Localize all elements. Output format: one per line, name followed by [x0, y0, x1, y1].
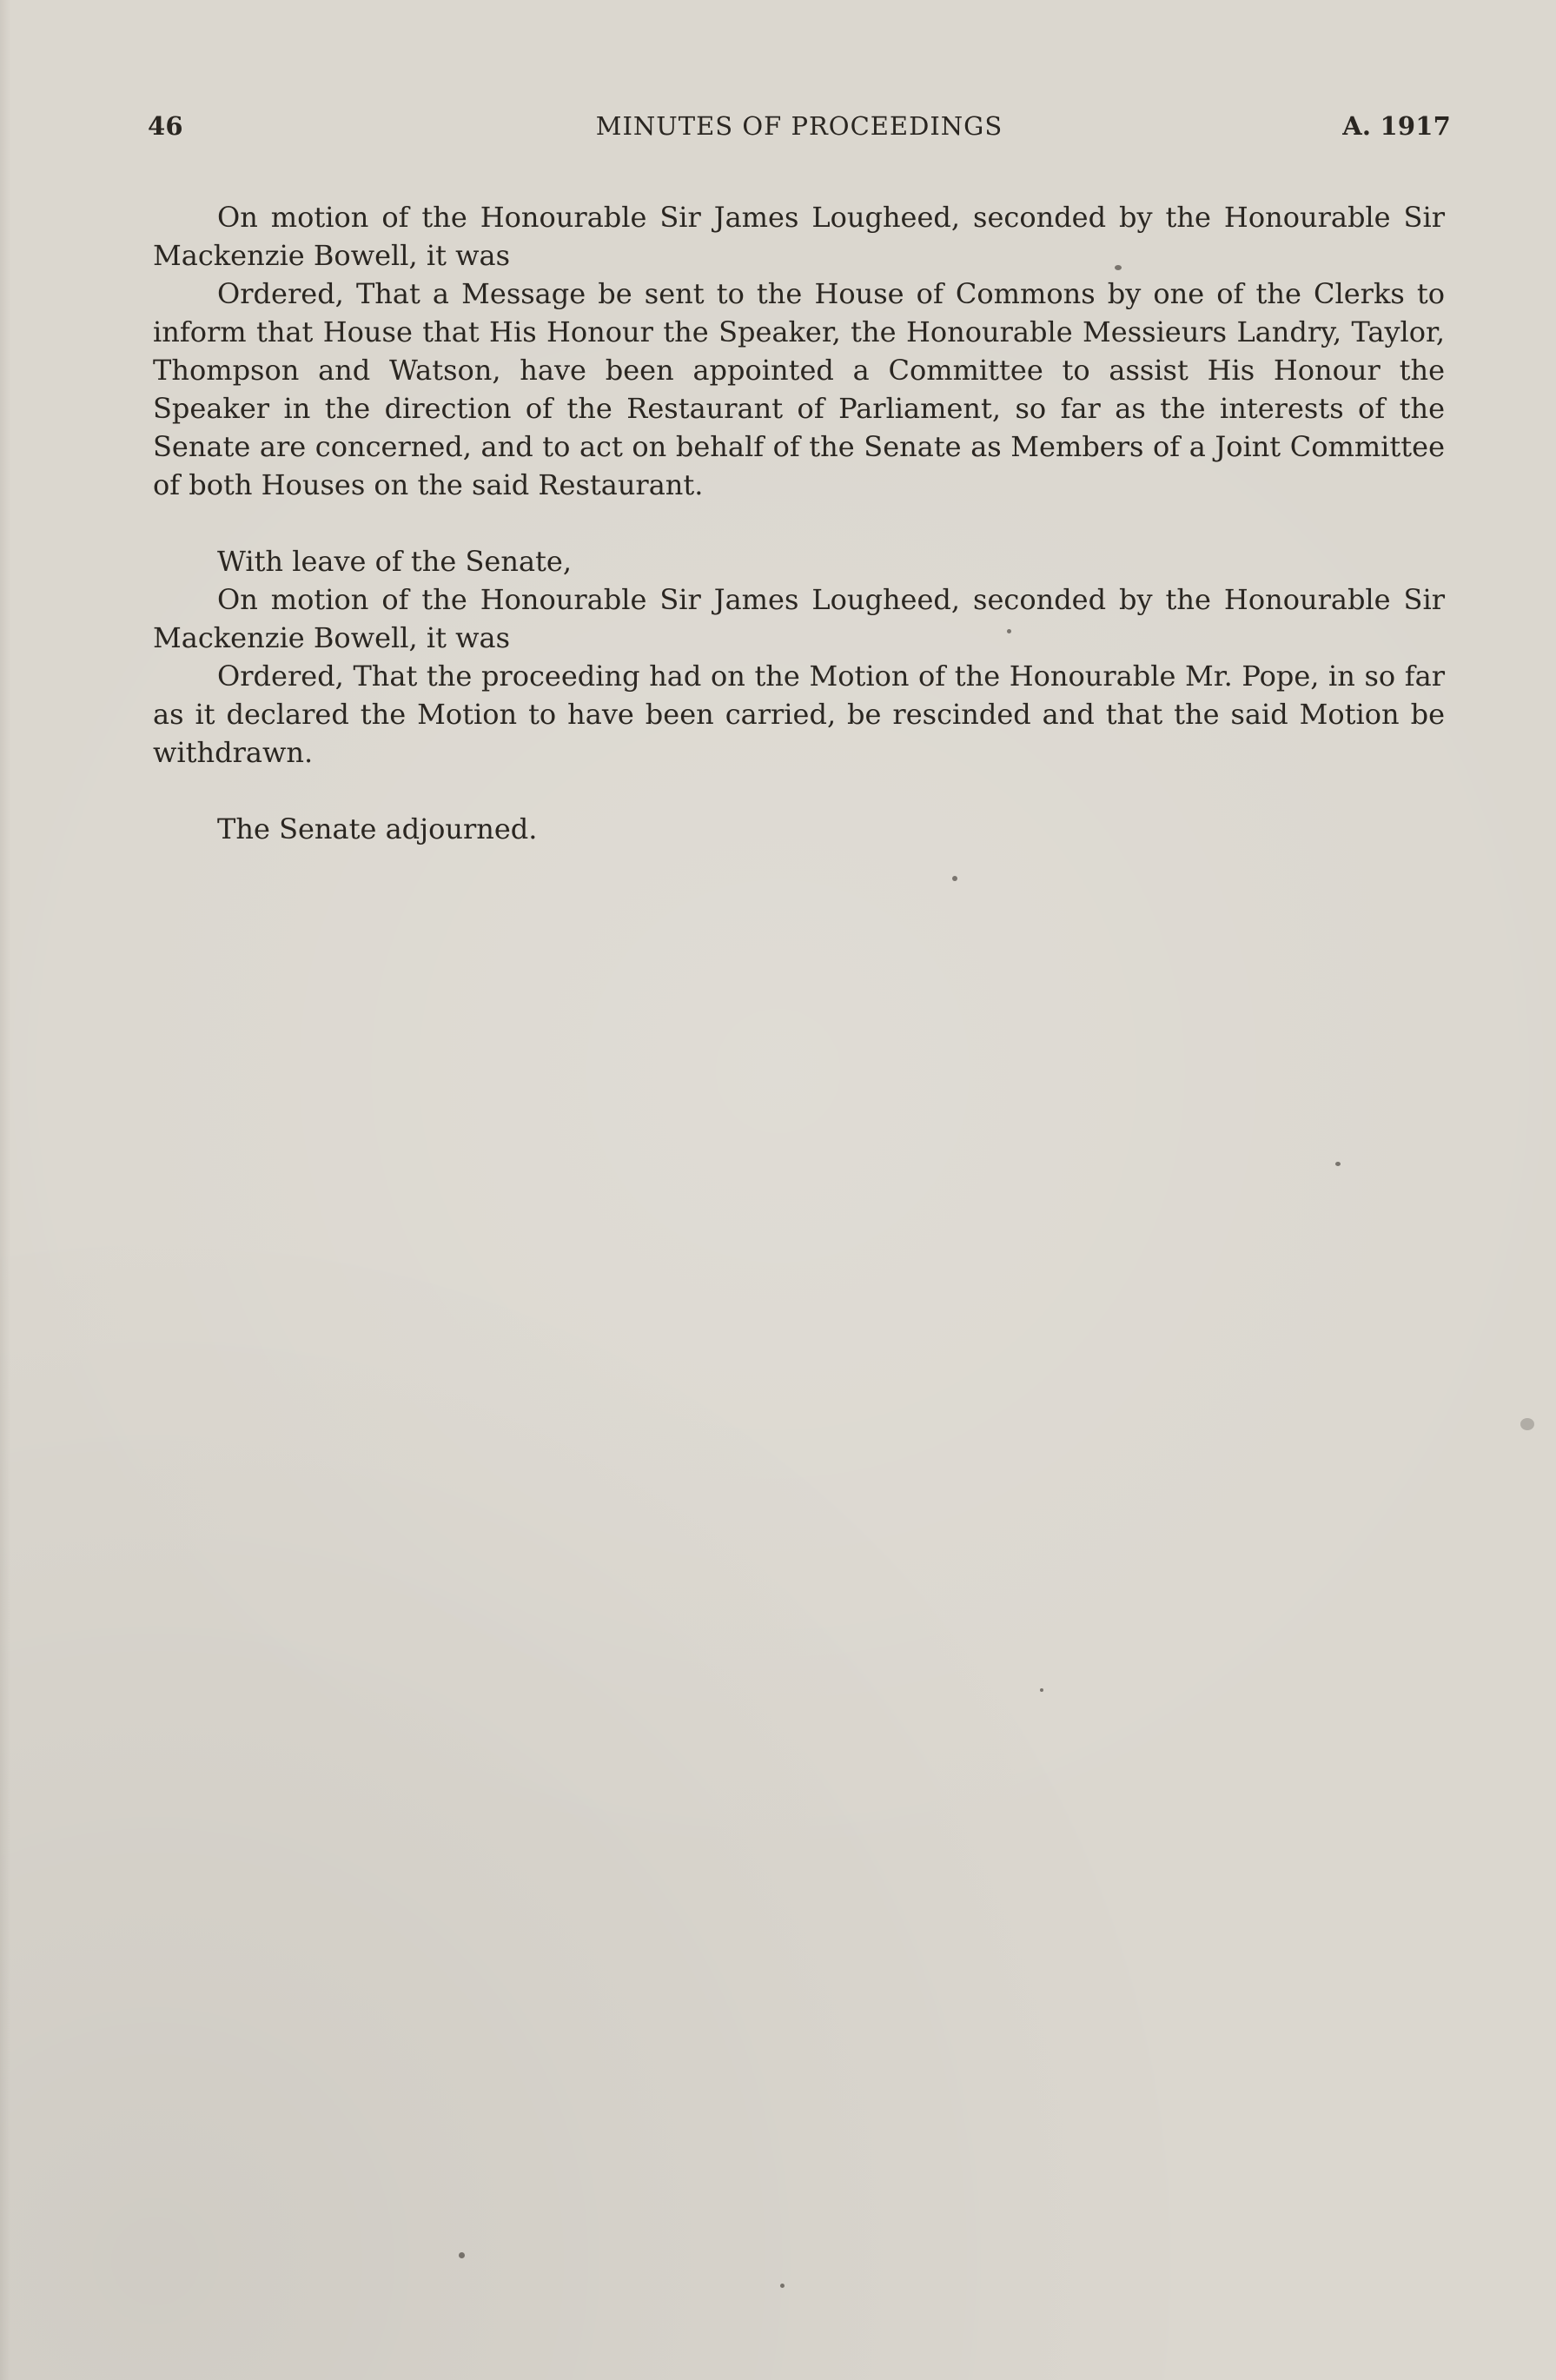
- paragraph-5: Ordered, That the proceeding had on the Motion of the Honourable Mr. Pope, in so far as it declared the Motion to have been carried, be rescinded and that the said Motion be withdrawn.: [153, 660, 1445, 769]
- page-left-edge: [0, 0, 10, 2380]
- page-body: [153, 198, 1445, 848]
- paragraph-2: Ordered, That a Message be sent to the House of Commons by one of the Clerks to inform that House that His Honour the Speaker, the Honourable Messieurs Landry, Taylor, Thompson and Watson, have been appointed a Committee to assist His Honour the Speaker in the direction of the Restaurant of Parliament, so far as the interests of the Senate are concerned, and to act on behalf of the Senate as Members of a Joint Committee of both Houses on the said Restaurant.: [153, 277, 1445, 501]
- page-header: [148, 111, 1451, 149]
- paper-speck: [780, 2284, 785, 2288]
- paper-speck: [1040, 1688, 1043, 1692]
- section-gap-2: [153, 772, 1445, 810]
- paragraph-6: The Senate adjourned.: [217, 812, 538, 845]
- paper-speck: [952, 876, 957, 881]
- page-title: MINUTES OF PROCEEDINGS: [595, 111, 1003, 141]
- paper-speck: [1007, 629, 1011, 633]
- paragraph-3: With leave of the Senate,: [217, 545, 573, 578]
- section-gap-1: [153, 504, 1445, 542]
- paper-speck: [1335, 1162, 1341, 1166]
- paragraph-4: On motion of the Honourable Sir James Lougheed, seconded by the Honourable Sir Mackenzie Bowell, it was: [153, 583, 1445, 654]
- paragraph-1: On motion of the Honourable Sir James Lougheed, seconded by the Honourable Sir Mackenzie Bowell, it was: [153, 201, 1445, 272]
- paper-speck: [459, 2252, 465, 2258]
- page-number: 46: [148, 111, 183, 141]
- paper-speck: [1520, 1418, 1534, 1430]
- document-year: A. 1917: [1342, 111, 1451, 141]
- paper-speck: [1115, 265, 1122, 270]
